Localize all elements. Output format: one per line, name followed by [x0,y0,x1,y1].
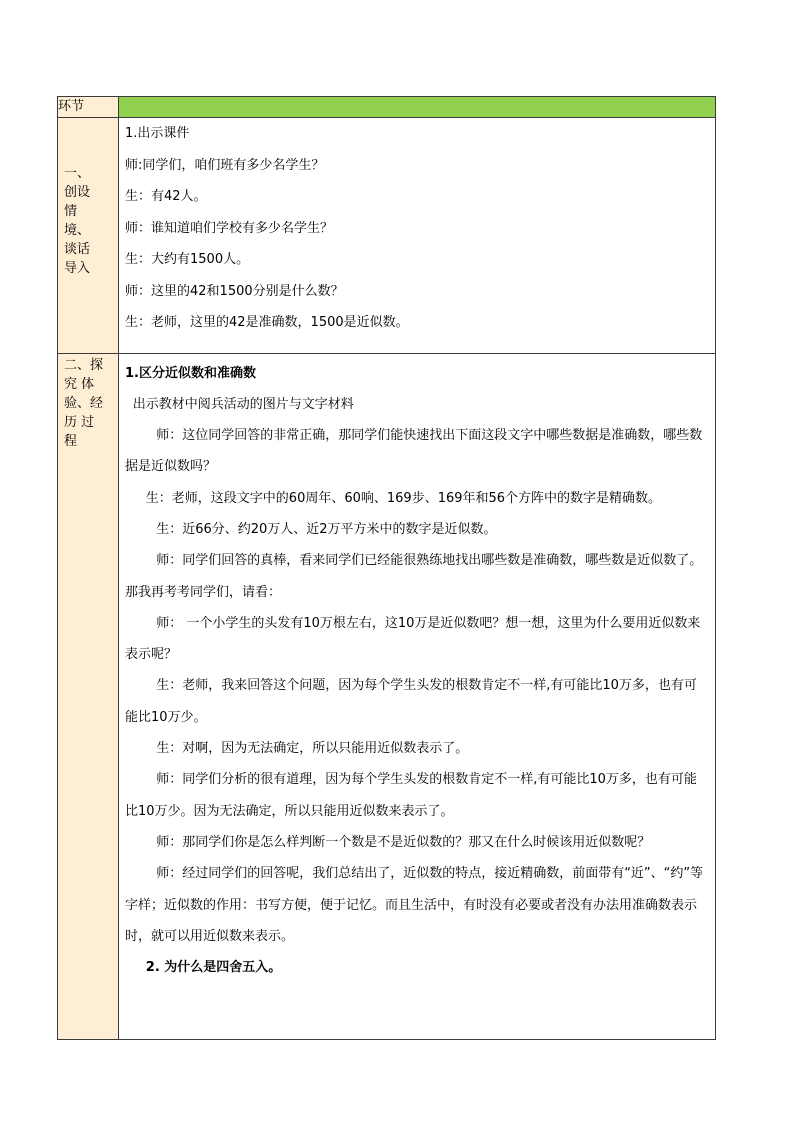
section1-line: 生：老师，这里的42是准确数，1500是近似数。 [125,315,409,330]
section2-content [119,354,715,990]
stage2-line: 历 过 [64,414,95,430]
header-row [58,97,716,118]
dialogue-paragraph: 师：同学们回答的真棒，看来同学们已经能很熟练地找出哪些数是准确数，哪些数是近似数了。那我再考考同学们，请看： [125,553,703,600]
stage-label-cell [58,118,119,354]
section1-line: 生：大约有1500人。 [125,252,250,267]
section2-heading: 1.区分近似数和准确数 [125,365,256,381]
section1-line: 1.出示课件 [125,126,190,141]
stage-label-cell [58,353,119,1039]
lesson-table [57,96,716,1040]
stage-row-1 [58,118,716,354]
dialogue-paragraph: 师： 一个小学生的头发有10万根左右，这10万是近似数吧？想一想，这里为什么要用近似数来表示呢？ [125,615,701,663]
stage1-line: 导入 [64,261,91,276]
stage2-line: 程 [64,433,78,449]
dialogue-paragraph: 生：老师，这段文字中的60周年、60响、169步、169年和56个方阵中的数字是精确数。 [145,490,662,506]
content-column-header [119,97,716,118]
stage1-line: 创设 [64,185,91,200]
section2-subheading: 2. 为什么是四舍五入。 [145,960,282,976]
dialogue-paragraph: 师：经过同学们的回答呢，我们总结出了，近似数的特点，接近精确数，前面带有“近”、“约”等字样；近似数的作用：书写方便，便于记忆。而且生活中，有时没有必要或者没有办法用准确数表示时，就可以用近似数来表示。 [125,866,704,944]
stage-column-header: 环节 [58,97,119,118]
section1-line: 师：这里的42和1500分别是什么数？ [125,283,344,299]
stage1-line: 谈话 [64,242,91,257]
section2-intro: 出示教材中阅兵活动的图片与文字材料 [132,396,354,412]
stage-row-2 [58,353,716,1039]
section1-line: 师：谁知道咱们学校有多少名学生？ [125,220,334,236]
dialogue-paragraph: 生：老师，我来回答这个问题，因为每个学生头发的根数肯定不一样,有可能比10万多，也有可能比10万少。 [125,678,697,725]
stage2-line: 二、探 [64,357,104,373]
section1-line: 师:同学们，咱们班有多少名学生？ [125,157,325,173]
section2-content-cell [119,353,716,1039]
dialogue-paragraph: 生：对啊，因为无法确定，所以只能用近似数表示了。 [156,741,469,757]
stage1-line: 一、 [64,166,91,181]
dialogue-paragraph: 师：这位同学回答的非常正确，那同学们能快速找出下面这段文字中哪些数据是准确数，哪些数据是近似数吗？ [125,428,703,475]
stage1-label [58,118,118,278]
stage2-line: 验、经 [64,395,104,411]
dialogue-paragraph: 师：那同学们你是怎么样判断一个数是不是近似数的？那又在什么时候该用近似数呢？ [156,834,651,850]
stage1-line: 情 [64,204,78,219]
stage2-line: 究 体 [64,376,95,392]
stage2-label [58,354,118,451]
stage1-line: 境、 [64,223,91,238]
dialogue-paragraph: 师：同学们分析的很有道理，因为每个学生头发的根数肯定不一样,有可能比10万多，也有可能比10万少。因为无法确定，所以只能用近似数来表示了。 [125,772,697,819]
section1-content-cell [119,118,716,354]
section1-content [119,118,715,353]
dialogue-paragraph: 生：近66分、约20万人、近2万平方米中的数字是近似数。 [156,521,497,537]
section1-line: 生：有42人。 [125,189,207,204]
